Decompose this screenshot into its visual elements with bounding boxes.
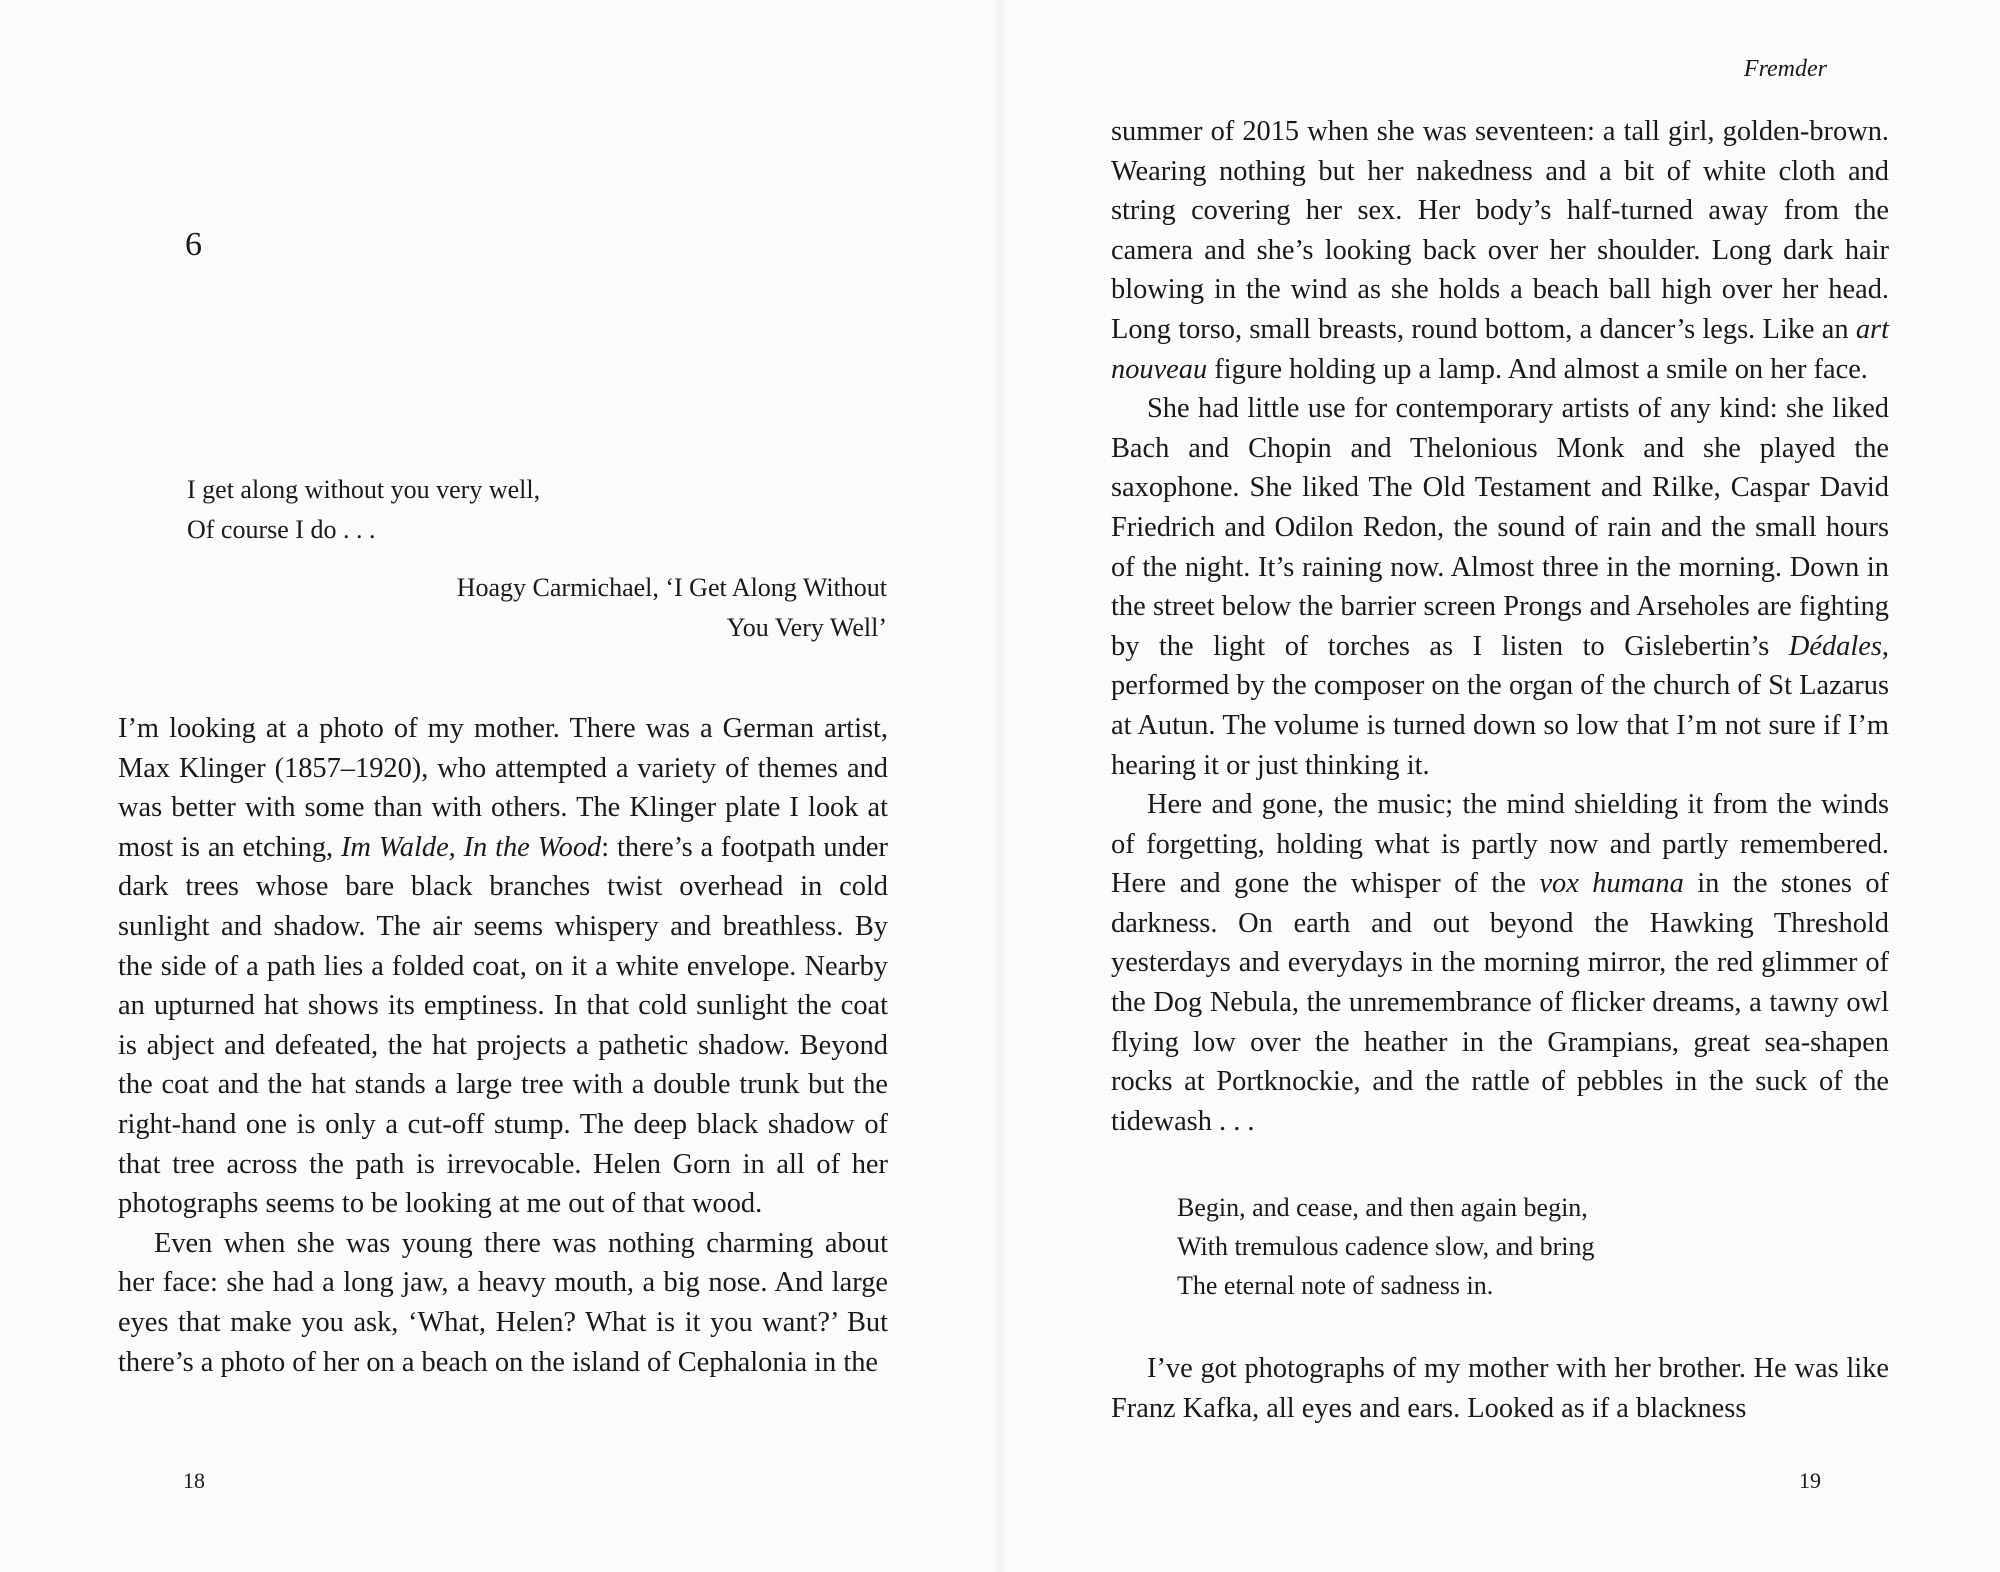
chapter-number: 6 bbox=[185, 226, 202, 263]
italic-run: Dédales bbox=[1788, 630, 1882, 662]
epigraph-line: Of course I do . . . bbox=[187, 515, 376, 544]
text-run: Here and gone, the music; the mind shielding it from the winds of forgetting, holding what is partly now and partly remembered. Here and gone the whisper of the bbox=[1111, 789, 1889, 900]
paragraph bbox=[1111, 785, 1889, 1141]
paragraph bbox=[118, 1224, 888, 1382]
right-page bbox=[1000, 0, 2000, 1572]
text-run: : there’s a footpath under dark trees whose bare black branches twist overhead in cold sunlight and shadow. The air seems whispery and breathless. By the side of a path lies a folded coat, on it a white envelope. Nearby an upturned hat shows its emptiness. In that cold sunlight the coat is abject and defeated, the hat projects a pathetic shadow. Beyond the coat and the hat stands a large tree with a double trunk but the right-hand one is only a cut-off stump. The deep black shadow of that tree across the path is irrevocable. Helen Gorn in all of her photographs seems to be looking at me out of that wood. bbox=[118, 831, 888, 1220]
text-run: , performed by the composer on the organ of the church of St Lazarus at Autun. The volume is turned down so low that I’m not sure if I’m hearing it or just thinking it. bbox=[1111, 630, 1889, 781]
attribution-line: You Very Well’ bbox=[726, 613, 887, 642]
paragraph bbox=[1111, 112, 1889, 389]
left-body-text bbox=[118, 709, 888, 1382]
running-head: Fremder bbox=[1743, 56, 1827, 82]
text-run: I’m looking at a photo of my mother. There was a German artist, Max Klinger (1857–1920), who attempted a variety of themes and was better with some than with others. The Klinger plate I look at most is an etching, bbox=[118, 713, 888, 863]
epigraph bbox=[187, 470, 887, 550]
text-run: Even when she was young there was nothing charming about her face: she had a long jaw, a heavy mouth, a big nose. And large eyes that make you ask, ‘What, Helen? What is it you want?’ But there’s a photo of her on a beach on the island of Cephalonia in the bbox=[118, 1227, 888, 1378]
closing-text bbox=[1111, 1349, 1889, 1428]
poem-quote bbox=[1177, 1188, 1595, 1305]
poem-line: Begin, and cease, and then again begin, bbox=[1177, 1193, 1588, 1222]
italic-run: art nouveau bbox=[1111, 313, 1889, 385]
italic-run: Im Walde, In the Wood bbox=[340, 831, 602, 863]
paragraph: I’ve got photographs of my mother with her brother. He was like Franz Kafka, all eyes and ears. Looked as if a blackness bbox=[1111, 1353, 1889, 1424]
page-number: 19 bbox=[1799, 1468, 1821, 1493]
epigraph-attribution bbox=[187, 568, 887, 648]
right-body-text bbox=[1111, 112, 1889, 1141]
page-number: 18 bbox=[183, 1468, 205, 1493]
poem-line: The eternal note of sadness in. bbox=[1177, 1271, 1494, 1300]
paragraph bbox=[1111, 389, 1889, 785]
text-run: She had little use for contemporary artists of any kind: she liked Bach and Chopin and Thelonious Monk and she played the saxophone. She liked The Old Testament and Rilke, Caspar David Friedrich and Odilon Redon, the sound of rain and the small hours of the night. It’s raining now. Almost three in the morning. Down in the street below the barrier screen Prongs and Arseholes are fighting by the light of torches as I listen to Gislebertin’s bbox=[1111, 393, 1889, 662]
epigraph-line: I get along without you very well, bbox=[187, 475, 541, 504]
text-run: figure holding up a lamp. And almost a smile on her face. bbox=[1207, 353, 1868, 385]
paragraph bbox=[118, 709, 888, 1224]
text-run: in the stones of darkness. On earth and out beyond the Hawking Threshold yesterdays and everydays in the morning mirror, the red glimmer of the Dog Nebula, the unremembrance of flicker dreams, a tawny owl flying low over the heather in the Grampians, great sea-shapen rocks at Portknockie, and the rattle of pebbles in the suck of the tidewash . . . bbox=[1111, 868, 1889, 1137]
italic-run: vox humana bbox=[1539, 868, 1684, 900]
poem-line: With tremulous cadence slow, and bring bbox=[1177, 1232, 1595, 1261]
attribution-line: Hoagy Carmichael, ‘I Get Along Without bbox=[456, 573, 887, 602]
text-run: summer of 2015 when she was seventeen: a tall girl, golden-brown. Wearing nothing but her nakedness and a bit of white cloth and string covering her sex. Her body’s half-turned away from the camera and she’s looking back over her shoulder. Long dark hair blowing in the wind as she holds a beach ball high over her head. Long torso, small breasts, round bottom, a dancer’s legs. Like an bbox=[1111, 116, 1889, 345]
